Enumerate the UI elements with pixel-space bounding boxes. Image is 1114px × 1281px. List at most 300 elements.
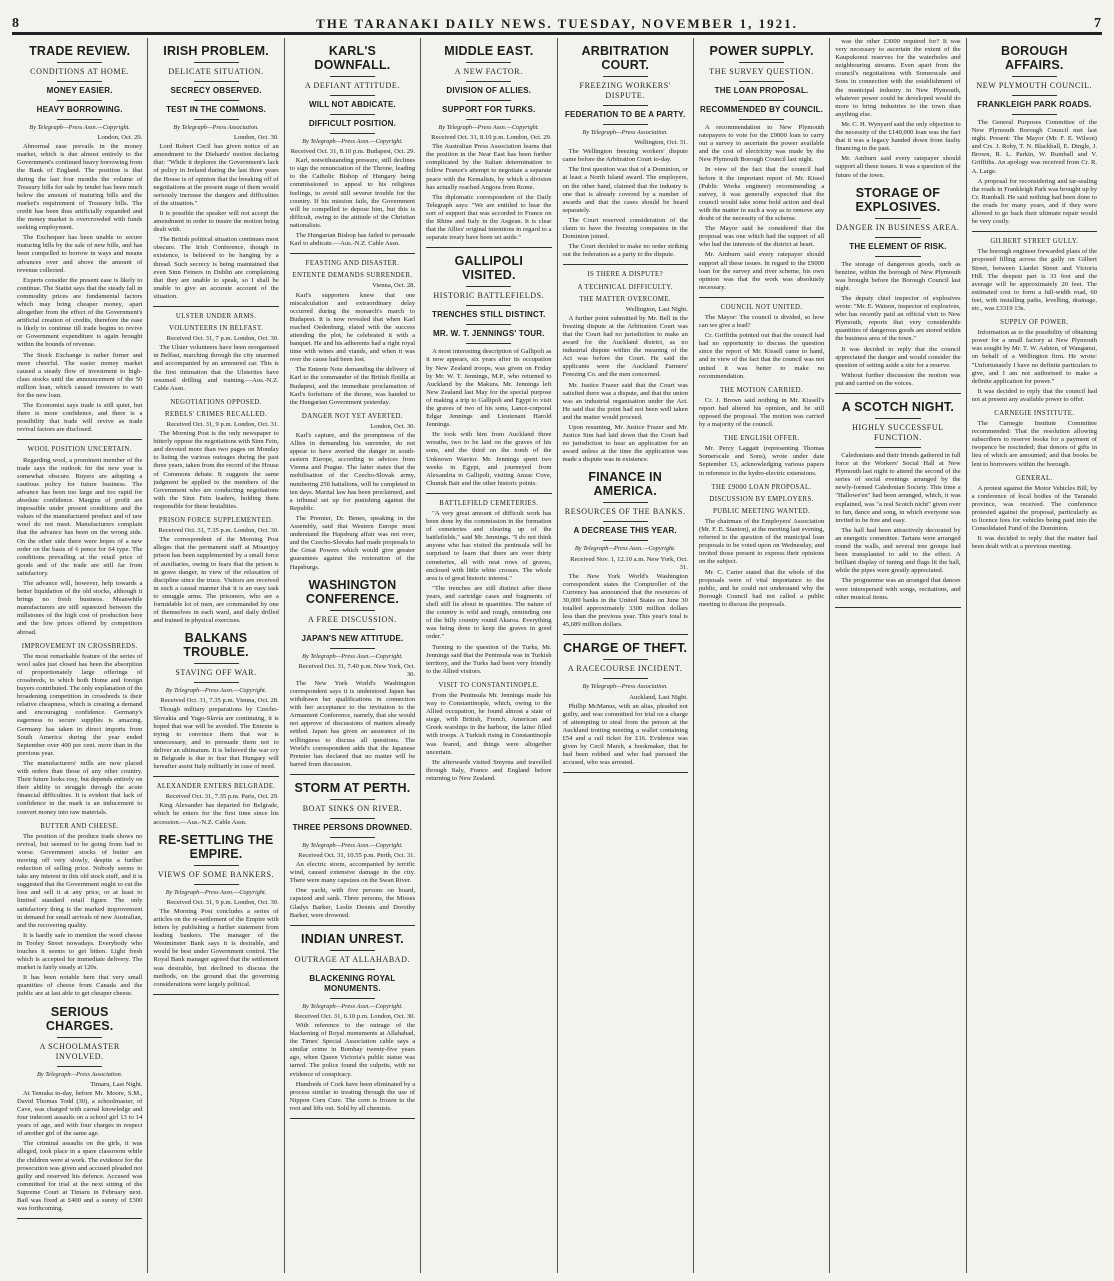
article-paragraph: The advance will, however, help towards a better liquidation of the old stocks, although it brings no fresh business. Meanwhile manufacturers are still squeezed between the millstones of the high cost of production here and the low prices offered by competitors abroad. [17, 579, 143, 636]
section-subheading: PRISON FORCE SUPPLEMENTED. [158, 517, 274, 525]
section-subheading: VISIT TO CONSTANTINOPLE. [438, 681, 540, 689]
article-end-rule [699, 297, 824, 298]
headline-divider [194, 865, 239, 866]
headline-divider [466, 100, 511, 101]
dateline: Received Oct. 31, 8.10 p.m. Budapest, Oct. 29. [290, 148, 416, 156]
article [17, 446, 142, 636]
byline: By Telegraph—Press Assn.—Copyright. [165, 687, 267, 695]
article-paragraph: "The trenches are still distinct after these years, and cartridge cases and fragments of shell still lie about in quantities. The nature of the country is wild and rough, reminding one of the hilly country round Akaroa. Everything was being done to keep the graves in good order." [426, 584, 552, 641]
page-number-right: 7 [1094, 16, 1102, 31]
dateline: Received Oct. 31, 7.35 p.m. London, Oct. 30. [158, 527, 279, 535]
article-paragraph: A recommendation to New Plymouth ratepayers to vote for the £9000 loan to carry out a survey to ascertain the power available and the cost of electricity was made by the New Plymouth Borough Council last night. [698, 124, 825, 164]
headline-divider [194, 100, 239, 101]
article [972, 410, 1097, 469]
article-subheading: STAVING OFF WAR. [175, 668, 257, 678]
headline-divider [603, 678, 648, 679]
dateline: London, Oct. 30. [370, 422, 416, 430]
headline-divider [739, 119, 784, 120]
article [290, 413, 415, 572]
article-headline: WASHINGTON CONFERENCE. [305, 577, 400, 606]
article-headline: RE-SETTLING THE EMPIRE. [158, 832, 274, 861]
dateline: Auckland, Last Night. [629, 693, 688, 701]
section-subheading: THE ENGLISH OFFER. [723, 435, 800, 443]
dateline: Received Oct. 31, 9 p.m. London, Oct. 30. [166, 898, 279, 906]
article-subheading: A NEW FACTOR. [454, 67, 523, 76]
article [835, 38, 960, 180]
page-number-left: 8 [12, 16, 20, 31]
article-paragraph: The Mayor: The council is divided, so how can we give a lead? [698, 313, 825, 330]
headline-divider [1012, 76, 1057, 77]
article-paragraph: Turning to the question of the Turks, Mr. Jennings said that the Peninsula was in Turkish territory, and the Turks had been very friendly to the Allied visitors. [426, 643, 552, 675]
article-paragraph: It is hardly safe to mention the word cheese in Tooley Street nowadays. Everybody who touches it seems to get bitten. Light fresh which is accepted for immediate delivery. The market is fairly steady at 120s. [17, 931, 143, 972]
section-subheading: VOLUNTEERS IN BELFAST. [169, 325, 264, 333]
section-subheading: BUTTER AND CHEESE. [40, 822, 120, 830]
section-subheading: PUBLIC MEETING WANTED. [712, 507, 811, 515]
article [972, 475, 1097, 552]
article [699, 435, 824, 477]
article-subheading: THREE PERSONS DROWNED. [292, 822, 413, 832]
section-subheading: A TECHNICAL DIFFICULTY. [577, 283, 673, 291]
byline: By Telegraph—Press Assn.—Copyright. [438, 124, 540, 131]
headline-divider [330, 818, 375, 819]
article-paragraph: The Exchequer has been unable to secure maturing bills by the sale of new bills, and has been compelled to borrow in ways and means advances over and above the amount of revenue collected. [17, 234, 143, 274]
section-subheading: ENTENTE DEMANDS SURRENDER. [292, 272, 413, 280]
article-end-rule [426, 247, 551, 248]
dateline: Received Nov. 1, 12.10 a.m. New York, Oct. 31. [570, 555, 688, 571]
headline-divider [466, 62, 511, 63]
article-subheading: NEW PLYMOUTH COUNCIL. [976, 81, 1093, 90]
section-subheading: BATTLEFIELD CEMETERIES. [439, 499, 539, 507]
article-subheading: HIGHLY SUCCESSFUL FUNCTION. [852, 423, 944, 442]
column-8 [967, 38, 1102, 1273]
article-paragraph: Karl's capture, and the promptness of the Allies in demanding his surrender, do not appear to have averted the danger in south-eastern Europe, according to advices from Vienna and Prague. The latter states that the mobilisation of the Czecho-Slovak army, numbering 250 battalions, will be completed in ten days. Marital law has been proclaimed, and a tribunal set up for punishing against the Republic. [289, 432, 416, 512]
section-subheading: IMPROVEMENT IN CROSSBREDS. [21, 642, 138, 650]
article-end-rule [835, 607, 960, 608]
headline-divider [330, 799, 375, 800]
article-subheading: A DEFIANT ATTITUDE. [304, 81, 400, 90]
article-paragraph: At Temuka to-day, before Mr. Moore, S.M., David Thomas Todd (30), a schoolmaster, of Cave, was charged with carnal knowledge and four indecent assaults on a school girl 13 to 14 years of age, and with four charges in respect of another girl of the same age. [17, 1089, 143, 1138]
headline-divider [466, 81, 511, 82]
article-headline: KARL'S DOWNFALL. [314, 44, 391, 72]
article-subheading: A DECREASE THIS YEAR. [573, 526, 677, 536]
article [153, 631, 278, 777]
headline-divider [330, 133, 375, 134]
article [153, 44, 278, 307]
article [972, 44, 1097, 232]
article [972, 238, 1097, 313]
headline-divider [466, 324, 511, 325]
article-subheading: THE SURVEY QUESTION. [709, 67, 814, 76]
article-paragraph: Phillip McManus, with an alias, pleaded not guilty, and was committed for trial on a charge of attempting to steal from the person at the Auckland trotting meeting a wallet containing £54 and a rail ticket for £16. Evidence was given by Cecil Marsh, a bookmaker, that he had been robbed and who had pursued the accused, who was arrested. [562, 702, 688, 767]
column-4 [421, 38, 557, 1273]
dateline: London, Oct. 30. [233, 134, 279, 142]
section-subheading: COUNCIL NOT UNITED. [720, 303, 803, 311]
article-paragraph: The Australian Press Association learns that the position in the Near East has been further complicated by the Italian determination to follow France's attempt to negotiate a separate peace with the Kemalists, by which a division has actually reached Angora from Rome. [426, 143, 552, 191]
article-paragraph: The Stock Exchange is rather firmer and more cheerful. The easier money market caused a steady flow of investment to high-class stocks until the announcement of the 50 million loan, which caused investors to wait for the new loan. [17, 351, 143, 399]
article [699, 304, 824, 381]
article-paragraph: The position of the produce trade shows no revival, but seemed to be going from bad to worse. Government stocks of butter are moving off very slowly, despite a further reduction of selling price. Nobody seems to take any interest in this old stock stuff, and it is suggested that the Government ought to cut the loss and sell it at any price, or at least to limited standard retail figure. The only satisfactory thing is the marked improvement in demand for small arrivals of new Australian, and the recovering quality. [17, 832, 143, 929]
article-paragraph: The Mayor said he considered that the proposal was one which had the support of all who had the interests of the district at heart. [698, 225, 825, 249]
article [153, 517, 278, 625]
headline-divider [57, 81, 102, 82]
article [426, 682, 551, 783]
article-subheading: RESOURCES OF THE BANKS. [564, 507, 686, 517]
headline-divider [330, 95, 375, 96]
article [835, 186, 960, 394]
article [426, 44, 551, 248]
article [153, 833, 278, 995]
article-headline: BOROUGH AFFAIRS. [1000, 44, 1068, 72]
article-paragraph: Caledonians and their friends gathered in full force at the Workers' Social Hall at New Plymouth last night to attend the second of the series of social evenings arranged by the newly-formed Caledonian Society. This time a "Hallowe'en" had been arranged, which, it was explained, was "a real Scotch nicht" given over to fun, dance and song, in which everyone was invited to be free and easy. [835, 452, 961, 524]
article-end-rule [290, 925, 415, 926]
article-end-rule [153, 994, 278, 995]
article-paragraph: was the other £3000 required for? It was very necessary to ascertain the extent of the Kaupokonui reserves for the waterholes and neighbouring streams. Even apart from the council's negotiations with Somerscale and Sons in connection with the establishment of the municipal industry in New Plymouth, whatever power could be developed would do more to bring industries to the town than anything else. [835, 38, 961, 118]
article-headline: ARBITRATION COURT. [581, 44, 669, 72]
column-1 [12, 38, 148, 1273]
article-paragraph: Mr. C. H. Wynyard said the only objection to the necessity of the £140,000 loan was the fact that it was a legacy handed down from faulty financing in the past. [835, 120, 961, 153]
article-paragraph: It was decided to reply that the council had not at present any available power to offer. [971, 387, 1097, 403]
byline: By Telegraph—Press Association. [173, 124, 259, 131]
article-end-rule [153, 776, 278, 777]
article-paragraph: The Morning Post is the only newspaper to bitterly oppose the negotiations with Sinn Fein, and devoted more than two pages on Monday to listing the various outrages during the past three years, taken from the record of the House of Commons debate. It suggests the same judgment be applied to the members of the Government who are conducting negotiations with the Sinn Fein leaders, holding them responsible for these brutalities. [153, 430, 279, 510]
headline-divider [194, 682, 239, 683]
masthead-rule [12, 34, 1102, 35]
article [17, 823, 142, 999]
dateline: London, Oct. 29. [97, 134, 143, 142]
article-paragraph: Karl's supporters knew that one miscalculation and extraordinary delay occurred during the monarch's march to Budapest. It is now revealed that when Karl reached Oedenburg, elated with the success attending the plot, he celebrated it with a banquet. He and his adherents had a right royal time with wines and viands, and when it was over the cause had been lost. [289, 291, 416, 364]
article-paragraph: Lord Robert Cecil has given notice of an amendment to the Diehards' motion declaring that: "While it deplores the Government's lack of policy in Ireland during the last three years the House is of opinion that the breaking off of negotiations at the present stage of them would seriously increase the dangers and difficulties of the situation." [153, 143, 279, 207]
headline-divider [875, 256, 920, 257]
article-paragraph: He took with him from Auckland three wreaths, two to be laid on the graves of his sons, and the third on the tomb of the Unknown Warrior. Mr. Jennings spent two weeks in Egypt, and journeyed from Alexandria to Gallipoli, visiting Anzac Cove, Chunuk Bair and the other historic points. [426, 431, 552, 487]
dateline: Received Oct. 31, 8.10 p.m. London, Oct. 29. [431, 134, 552, 142]
byline: By Telegraph—Press Association. [582, 129, 668, 136]
article-paragraph: A further point submitted by Mr. Bell in the freezing dispute at the Arbitration Court was that the Court had no jurisdiction to make an award for the Auckland district, as no industrial dispute within the meaning of the Act was before the Court. He said the applicants were the Auckland Farmers' Freezing Co. and the men concerned. [562, 314, 688, 379]
headline-divider [875, 447, 920, 448]
article-paragraph: The Economist says trade is still quiet, but there is more confidence, and there is a possibility that trade will revive as trade revival factors are disclosed. [17, 402, 143, 434]
headline-divider [603, 502, 648, 503]
article-paragraph: An electric storm, accompanied by terrific wind, caused extensive damage in the city. There were many capsizes on the Swan River. [289, 861, 416, 885]
article [563, 44, 688, 265]
article-subheading: FREEZING WORKERS' DISPUTE. [579, 81, 671, 100]
article-paragraph: The Premier, Dr. Benes, speaking in the Assembly, said that Western Europe must understand the Hapsburg affair was not over, and the Czecho-Slovaks had made proposals to the Great Powers which would give greater guarantees against the restoration of the Hapsburgs. [289, 514, 416, 571]
article-paragraph: The British political situation continues most obscure. The Irish Conference, though in existence, is believed to be hanging by a thread. Such secrecy is being maintained that even Sinn Feiners in Dublin are complaining that they are unable to speak, so I shall be unable to give an accurate account of the situation. [153, 236, 279, 300]
headline-divider [57, 62, 102, 63]
article-paragraph: The borough engineer forwarded plans of the proposed filling across the gully on Gilbert Street, between Liardet Street and Victoria Hill. The deepest part is 33 feet and the average will be approximately 20 feet. The estimated cost to form a full-width road, 60 feet, with installing paths, levelling, drainage, etc., was £3319 13s. [971, 248, 1098, 312]
article [835, 400, 960, 608]
column-7 [830, 38, 966, 1273]
byline: By Telegraph—Press Assn.—Copyright. [302, 1002, 403, 1010]
dateline: Vienna, Oct. 28. [372, 282, 416, 290]
article-paragraph: The General Purposes Committee of the New Plymouth Borough Council met last night. Present: The Mayor (Mr. F. E. Wilson) and Crs. J. Roby, T. N. Blackball, E. Dingle, J. Brown, R. L. Parkin, W. Rumball and V. Griffiths. An apology was received from Cr. R. A. Large. [971, 119, 1097, 175]
dateline: Received Oct. 31, 7.35 p.m. Paris, Oct. 29. [165, 793, 279, 801]
headline-divider [603, 659, 648, 660]
article-paragraph: The Ulster volunteers have been reorganised in Belfast, marching through the city unarmed and accompanied by an armoured car. This is the first intimation that the Ulsterites have resumed drilling and training.—Aus.-N.Z. Cable Assn. [153, 344, 279, 392]
byline: By Telegraph—Press Assn.—Copyright. [302, 652, 403, 660]
article-subheading: TEST IN THE COMMONS. [166, 105, 267, 114]
article-subheading: A FREE DISCUSSION. [308, 614, 397, 624]
byline: By Telegraph—Press Association. [582, 683, 668, 691]
article-paragraph: The hall had been attractively decorated by an energetic committee. Tartans were arranged round the walls, and several tree groups had been transplanted to add to the effect. A brilliant display of tuning and flags lit the hall, while the pipes were greatly appreciated. [835, 526, 961, 575]
article-paragraph: The New York World's Washington correspondent states the Comptroller of the Currency has announced that the resources of 30,000 banks in the United States on June 30 totalled approximately 3300 million dollars less than the previous year. This year's total is 45,689 million dollars. [562, 572, 688, 629]
dateline: Received Oct. 31, 6.10 p.m. London, Oct. 30. [294, 1012, 416, 1020]
headline-divider [466, 119, 511, 120]
article-subheading: DANGER IN BUSINESS AREA. [836, 222, 960, 232]
article-subheading: CONDITIONS AT HOME. [30, 67, 130, 76]
headline-divider [330, 610, 375, 611]
headline-divider [875, 218, 920, 219]
article [563, 470, 688, 635]
article-subheading: MR. W. T. JENNINGS' TOUR. [432, 329, 545, 339]
headline-divider [330, 76, 375, 77]
article-paragraph: The storage of dangerous goods, such as benzine, within the borough of New Plymouth was brought before the Borough Council last night. [835, 260, 961, 292]
article-end-rule [153, 306, 278, 307]
article-paragraph: One yacht, with five persons on board, capsized and sank. Three persons, the Misses Gladys Barker, Leslie Dennis and Dorothy Barker, were drowned. [289, 887, 416, 919]
article-end-rule [290, 774, 415, 775]
article-headline: STORM AT PERTH. [294, 780, 411, 795]
section-subheading: SUPPLY OF POWER. [1000, 319, 1069, 327]
article-paragraph: Karl, notwithstanding pressure, still declines to sign the renunciation of the Throne, leading to the Catholic Bishop of Hungary being commissioned to appeal to his religious feelings, to avoid still severer trouble for the country. If his mission fails, the Government will be compelled to depose him, but this is difficult, owing to the attitude of the Christian nationalists. [289, 157, 416, 229]
article-headline: FINANCE IN AMERICA. [588, 470, 662, 499]
headline-divider [330, 114, 375, 115]
headline-divider [330, 648, 375, 649]
headline-divider [603, 540, 648, 541]
article-paragraph: The diplomatic correspondent of the Daily Telegraph says: "We are entitled to hear the sort of support that was accorded to France on the Rhine and Italy in the Aegean. It is clear that the Allies' original intentions in regard to a separate treaty have been set aside." [426, 193, 552, 242]
article-headline: STORAGE OF EXPLOSIVES. [855, 185, 941, 214]
article [290, 44, 415, 254]
headline-divider [194, 663, 239, 664]
article-paragraph: The deputy chief inspector of explosives wrote: "Mr. E. Watson, inspector of explosives, who has recently paid an official visit to New Plymouth, reports that very considerable quantities of dangerous goods are stored within the business area of the town." [835, 294, 961, 343]
article-subheading: DIVISION OF ALLIES. [446, 86, 532, 95]
article [426, 254, 551, 494]
article-paragraph: The chairman of the Employers' Association (Mr. F. E. Stanton), at the meeting last evening, referred to the question of the municipal loan proposals to be voted upon on Wednesday, and invited those present to express their opinions on the subject. [698, 517, 825, 566]
article [290, 578, 415, 775]
article-subheading: BLACKENING ROYAL MONUMENTS. [309, 973, 396, 993]
article-paragraph: Without further discussion the motion was put and carried on the voices. [835, 371, 961, 387]
dateline: Received Oct. 31, 7.35 p.m. Vienna, Oct. 28. [160, 697, 279, 705]
headline-divider [194, 119, 239, 120]
article-subheading: VIEWS OF SOME BANKERS. [157, 869, 275, 879]
article-subheading: RECOMMENDED BY COUNCIL. [700, 105, 824, 114]
article-paragraph: Information as to the possibility of obtaining power for a small factory at New Plymouth was sought by Mr. T. W. Ashton, of Wanganui, on behalf of a Wellington firm. He wrote: "Unfortunately I have no definite particulars to give, and I am not authorised to make a definite application for power." [971, 329, 1097, 385]
article-paragraph: It is possible the speaker will not accept the amendment in order to insure the motion being dealt with. [153, 209, 279, 234]
article-headline: A SCOTCH NIGHT. [841, 400, 955, 414]
dateline: Wellington, Oct. 31. [634, 139, 688, 147]
article-paragraph: Abnormal ease prevails in the money market, which is due almost entirely to the Government's continued heavy borrowing from the Bank of England. The position is that during the last four months the volume of Treasury bills for sale by tender has been much below the amount of maturing bills and the market's requirement of Treasury bills. The credit has been thus artificially expanded and the money market is overcrowded with funds seeking employment. [17, 143, 143, 232]
article-subheading: DELICATE SITUATION. [168, 67, 264, 76]
article-paragraph: The correspondent of the Morning Post alleges that the permanent staff at Mountjoy prison has been supplemented by a small force of auxiliaries, owing to fears that the prison is in grave danger, in view of the relaxation of discipline since the truce. Visitors are received in such a casual manner that it is an easy task to smuggle arms. The prisoners, who are a formidable lot of men, are commanded by one of themselves in each ward, and daily drilled and trained in physical exercises. [153, 536, 279, 625]
article-headline: BALKANS TROUBLE. [183, 631, 249, 660]
article [290, 781, 415, 926]
article [563, 271, 688, 464]
article-headline: SERIOUS CHARGES. [45, 1004, 114, 1033]
newspaper-masthead-title: THE TARANAKI DAILY NEWS. TUESDAY, NOVEMBER 1, 1921. [316, 16, 798, 31]
article-paragraph: He afterwards visited Smyrna and travelled through Italy, France and England before returning to New Zealand. [426, 758, 552, 782]
article-end-rule [563, 772, 688, 773]
article-paragraph: The Morning Post concludes a series of articles on the re-settlement of the Empire with letters by publishing a further statement from leading bankers. The manager of the Westminster Bank says it is desirable, and would be best under Government control. The Royal Bank manager agreed that the settlement was desirable, but declined to discuss the methods, on the ground that the governing considerations were largely political. [153, 907, 279, 988]
article-paragraph: Regarding wool, a prominent member of the trade says the outlook for the new year is somewhat obscure. Buyers are adopting a cautious policy for future business. The advance has been too large and too rapid for absolute confidence. Margins of profit are impossible under present conditions and the values of the manufactured product and of raw wool do not meet. Manufacturers complain that the advance has been on the wrong side. On the other side there were hopes of a new order on the basis of 6 pence for 64 type. The conditions prevailing at the retail price of goods and of the trade are still far from satisfactory. [17, 456, 143, 577]
article [153, 313, 278, 393]
article [153, 783, 278, 826]
article-paragraph: Mr. Percy Laggatt (representing Thomas Somerscale and Sons), wrote under date September 13, acknowledging various papers in reference to the hydro-electric extensions. [698, 445, 825, 477]
article [290, 260, 415, 407]
article-paragraph: Mr. Amburn said every ratepayer should support all these issues. In regard to the £9000 loan for the survey and river scheme, his own opinion was that the work was absolutely necessary. [698, 251, 825, 291]
article-subheading: FRANKLEIGH PARK ROADS. [977, 100, 1092, 109]
article [17, 643, 142, 817]
article-paragraph: The New York World's Washington correspondent says it is understood Japan has withdrawn her qualifications in connection with her acceptance to the invitation to the Armament Conference, namely, that she would not approve of discussions of matters already settled. Japan has given an assurance of its willingness to discuss all questions. The World's correspondent adds that the Japanese Premier has declared that no matter will be barred from discussion. [289, 679, 416, 768]
byline: By Telegraph—Press Assn.—Copyright. [29, 124, 130, 131]
column-3 [285, 38, 421, 1273]
headline-divider [875, 418, 920, 419]
article-paragraph: Mr. C. Carter stated that the whole of the proposals were of vital importance to the public, and he could not understand why the Borough Council had not called a public meeting to discuss the proposals. [698, 568, 825, 608]
headline-divider [330, 998, 375, 999]
headline-divider [330, 629, 375, 630]
article-headline: MIDDLE EAST. [444, 44, 534, 58]
article-subheading: MONEY EASIER. [46, 86, 113, 95]
section-subheading: GILBERT STREET GULLY. [990, 238, 1079, 246]
article-headline: POWER SUPPLY. [709, 44, 814, 58]
article-end-rule [17, 439, 142, 440]
article-subheading: HISTORIC BATTLEFIELDS. [433, 291, 545, 301]
article-subheading: JAPAN'S NEW ATTITUDE. [301, 633, 404, 643]
article-paragraph: Mr. Justice Frazer said that the Court was satisfied there was a dispute, and that the union was an industrial organisation under the Act. He said that the point had not been well taken and the matter would proceed. [562, 381, 688, 421]
article-paragraph: Hundreds of Cork have been eliminated by a process similar to treating through the use of Nippon Corn Cure. The corn is frozen to the root and lifts out. Sold by all chemists. [289, 1080, 416, 1112]
headline-divider [57, 1066, 102, 1067]
section-subheading: IS THERE A DISPUTE? [587, 271, 663, 279]
headline-divider [57, 119, 102, 120]
article-end-rule [426, 493, 551, 494]
article-end-rule [972, 231, 1097, 232]
article-subheading: TRENCHES STILL DISTINCT. [432, 310, 546, 320]
article-end-rule [563, 264, 688, 265]
article-paragraph: Upon resuming, Mr. Justice Frazer and Mr. Justice Sim had laid down that the Court had no jurisdiction to hear an application for an award unless at the time the application was made a dispute was in existence. [562, 424, 688, 464]
article-paragraph: "A very great amount of difficult work has been done by the commission in the formation of cemeteries and clearing up of the battlefields," said Mr. Jennings. "I do not think anyone who has visited the peninsula will be surprised to learn that there are over thirty cemeteries, all with neat rows of graves, enclosed with little white crosses. The whole area is of great historic interest." [426, 510, 552, 582]
section-subheading: FEASTING AND DISASTER. [305, 260, 400, 268]
headline-divider [330, 969, 375, 970]
article-subheading: OUTRAGE AT ALLAHABAD. [294, 954, 411, 964]
article-subheading: FEDERATION TO BE A PARTY. [564, 110, 686, 119]
dateline: Received Oct. 31, 7.40 p.m. New York, Oct. 30. [298, 662, 416, 678]
headline-divider [194, 884, 239, 885]
article-paragraph: It was decided to reply that the council appreciated the danger and would consider the question of setting aside a site for a reserve. [835, 345, 961, 369]
article-paragraph: A protest against the Motor Vehicles Bill, by a conference of local bodies of the Taranaki province, was received. The conference protested against the proposal, particularly as to licence fees for vehicles being paid into the Consolidated Fund of the Dominion. [971, 484, 1097, 533]
article-paragraph: From the Peninsula Mr. Jennings made his way to Constantinople, which, owing to the Allied occupation, he found almost a state of siege, with British, French, American and Greek warships in the harbour, the latter filled with troops. A Turkish rising in Constantinople was feared, and things were altogether uncertain. [426, 691, 552, 756]
headline-divider [603, 521, 648, 522]
dateline: Timaru, Last Night. [90, 1080, 143, 1088]
article-end-rule [563, 634, 688, 635]
article-paragraph: The Entente Note demanding the delivery of Karl to the commander of the British flotilla at Budapest, and the immediate proclamation of Karl's forfeiture of the throne, was handed to the Hungarian Government yesterday. [289, 366, 416, 406]
section-subheading: THE MOTION CARRIED. [720, 386, 804, 394]
section-subheading: ALEXANDER ENTERS BELGRADE. [156, 783, 276, 791]
column-6 [694, 38, 830, 1273]
article [17, 44, 142, 440]
article [563, 641, 688, 773]
section-subheading: GENERAL. [1016, 474, 1053, 482]
headline-divider [466, 343, 511, 344]
section-subheading: THE MATTER OVERCOME. [579, 295, 671, 303]
article-paragraph: With reference to the outrage of the blackening of Royal monuments at Allahabad, the Times' Special Association cable says a similar crime in Bombay twenty-five years ago, when Queen Victoria's public statue was tarred. The police found the culprits, with no evidence of conspiracy. [289, 1021, 416, 1078]
section-subheading: DANGER NOT YET AVERTED. [301, 412, 403, 420]
article-paragraph: Mr. Amburn said every ratepayer should support all these issues. It was a question of the future of the town. [835, 155, 961, 179]
article-paragraph: The Hungarian Bishop has failed to persuade Karl to abdicate.—Aus.-N.Z. Cable Assn. [289, 232, 416, 248]
headline-divider [466, 286, 511, 287]
headline-divider [57, 100, 102, 101]
article-end-rule [290, 253, 415, 254]
article-subheading: HEAVY BORROWING. [36, 105, 123, 114]
headline-divider [330, 950, 375, 951]
article-headline: CHARGE OF THEFT. [563, 641, 688, 656]
article-paragraph: The programme was an arranged that dances were interspersed with songs, recitations, and other musical items. [835, 577, 961, 601]
byline: By Telegraph—Press Assn.—Copyright. [574, 545, 676, 553]
section-subheading: NEGOTIATIONS OPPOSED. [170, 398, 262, 406]
article-paragraph: The first question was that of a Dominion, or at least a North Island award. The employers, on the other hand, claimed that the industry is one that is already covered by a number of awards and that the cases should be heard separately. [562, 166, 688, 214]
article-headline: IRISH PROBLEM. [163, 44, 269, 58]
article [699, 484, 824, 609]
byline: By Telegraph—Press Association. [37, 1070, 123, 1078]
dateline: Received Oct. 31, 10.55 p.m. Perth, Oct. 31. [298, 852, 416, 859]
article-paragraph: Cr. J. Brown said nothing in Mr. Kissell's report had altered his opinion, and he still opposed the proposal. The motion was carried by a majority of the council. [698, 396, 825, 429]
headline-divider [875, 237, 920, 238]
article [699, 44, 824, 298]
article-paragraph: The most remarkable feature of the series of wool sales just closed has been the absorption of proportionately large offerings of crossbreds, to which both Home and foreign buyers contributed. The only explanation of the broadening competition in crossbreds is their relative cheapness, which is creating a demand and encouraging confidence. Germany's eagerness to secure supplies is amazing. Germany has taken in direct imports from South America during the year ended September over 400 per cent. more than in the previous year. [17, 652, 143, 757]
section-subheading: ULSTER UNDER ARMS. [175, 312, 257, 320]
headline-divider [57, 1037, 102, 1038]
article-paragraph: The criminal assaults on the girls, it was alleged, took place in a spare classroom while the children were at work. The evidence for the prosecution was given and accused pleaded not guilty and reserved his defence. Accused was committed for trial at the next sitting of the Supreme Court at Timaru in February next. Bail was fixed at £400 and a surety of £300 was forthcoming. [17, 1140, 143, 1213]
headline-divider [603, 105, 648, 106]
article-subheading: A SCHOOLMASTER INVOLVED. [39, 1041, 120, 1061]
article [17, 1005, 142, 1220]
headline-divider [194, 62, 239, 63]
article-subheading: DIFFICULT POSITION. [308, 119, 397, 128]
article-paragraph: A most interesting description of Gallipoli as it now appears, six years after its occupation by New Zealand troops, was given on Friday by Mr. W. T. Jennings, M.P., who returned to Auckland by the Makura. Mr. Jennings left New Zealand last May for the special purpose of making a trip to Gallipoli and Egypt to visit the graves of two of his sons, Lance-corporal Edgar Jennings and Lieutenant Harold Jennings. [426, 348, 552, 429]
masthead [12, 6, 1102, 34]
article-end-rule [290, 1118, 415, 1119]
column-5 [558, 38, 694, 1273]
column-2 [148, 38, 284, 1273]
article-end-rule [835, 393, 960, 394]
dateline: Received Oct. 31, 9 p.m. London, Oct. 31. [166, 421, 279, 428]
article-headline: GALLIPOLI VISITED. [454, 254, 524, 283]
headline-divider [739, 100, 784, 101]
article-end-rule [17, 1218, 142, 1219]
dateline: Received Oct. 31, 7 p.m. London, Oct. 30. [166, 335, 279, 343]
article [699, 387, 824, 429]
article-paragraph: The Court reserved consideration of the claim to have the freezing companies in the Dominion joined. [562, 216, 688, 241]
byline: By Telegraph—Press Assn.—Copyright. [302, 138, 403, 145]
article-paragraph: The Court decided to make no order striking out the federation as a party to the dispute. [562, 243, 688, 259]
section-subheading: WOOL POSITION UNCERTAIN. [27, 446, 132, 454]
headline-divider [194, 81, 239, 82]
article-paragraph: Experts consider the present ease is likely to continue. The Statist says that the steady fall in commodity prices are fundamental factors which may bring cheaper money, apart altogether from the effect of the Government's artificial creation of credits, therefore the ease is likely to continue till trade begins to revive or Government expenditure is again brought within the bounds of revenue. [17, 276, 143, 349]
article-headline: TRADE REVIEW. [29, 44, 131, 58]
headline-divider [1012, 114, 1057, 115]
headline-divider [739, 62, 784, 63]
section-subheading: THE £9000 LOAN PROPOSAL. [711, 483, 812, 491]
article-paragraph: It has been notable here that very small quantities of cheese from Canada and the public are at last able to get cheaper cheese. [17, 974, 143, 998]
article [153, 399, 278, 511]
section-subheading: CARNEGIE INSTITUTE. [994, 410, 1075, 417]
section-subheading: REBELS' CRIMES RECALLED. [165, 410, 268, 418]
article [426, 500, 551, 676]
article-paragraph: In view of the fact that the council had before it the important report of Mr. Kissel (Public Works engineer) recommending a survey, it was generally expected that the council would take some bold action and deal with the matter in such a way as to remove any doubt of the necessity of the scheme. [698, 166, 825, 223]
headline-divider [330, 837, 375, 838]
article-paragraph: It was decided to reply that the matter had been dealt with at a previous meeting. [971, 535, 1097, 551]
dateline: Wellington, Last Night. [625, 305, 688, 313]
article-subheading: WILL NOT ABDICATE. [308, 100, 396, 109]
article-paragraph: The manufacturers' mills are now placed with orders than those of any other country. Their future looks rosy, but depends entirely on their ability to struggle through the acute financial difficulties. It is evident that lack of confidence in the mark is an inducement to convert money into raw materials. [17, 759, 143, 816]
article-paragraph: Cr. Griffiths pointed out that the council had had no opportunity to discuss the question since the report of Mr. Kissell came to hand, and in view of the fact that the council was not united it was better to make no recommendation. [698, 332, 825, 380]
article-paragraph: The Wellington freezing workers' dispute came before the Arbitration Court to-day. [562, 148, 688, 164]
article-paragraph: The Carnegie Institute Committee recommended: That the resolution allowing subscribers to reserve books for a payment of twopence be rescinded; that donors of gifts in lieu of which are amounted; and that books be lent to borrowers within the borough. [971, 420, 1097, 468]
